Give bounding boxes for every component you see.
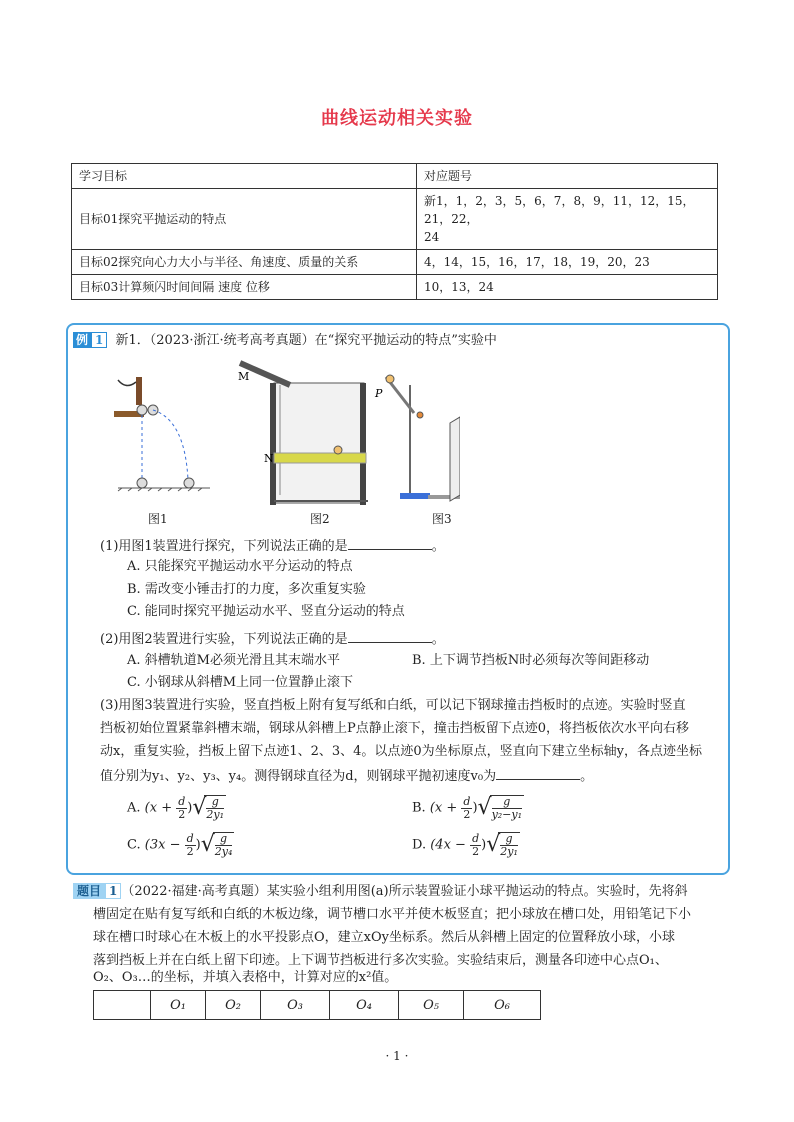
question-3-line: (3)用图3装置进行实验，竖直挡板上附有复写纸和白纸，可以记下钢球撞击挡板时的点迹。实验时竖直	[100, 698, 686, 713]
q3-option-b: B. (x + $\frac{d}{2}$ )√ $\frac{g}{\text{y₂−y₁}}$	[412, 794, 523, 821]
q3-option-c: C. (3x − $\frac{d}{2}$ )√ $\frac{g}{\text{2y₄}}$	[127, 831, 233, 858]
nums-line: 24	[424, 230, 440, 244]
question-2: (2)用图2装置进行实验，下列说法正确的是 。	[100, 628, 445, 650]
table-row	[72, 250, 718, 275]
problem-line: 落到挡板上并在白纸上留下印迹。上下调节挡板进行多次实验。实验结束后，测量各印迹中心点O₁、	[93, 953, 668, 968]
table-cell	[417, 189, 718, 250]
problem-line: O₂、O₃…的坐标，并填入表格中，计算对应的x²值。	[93, 970, 398, 985]
table-row	[72, 275, 718, 300]
figures	[100, 355, 460, 505]
question-3-line: 值分别为y₁、y₂、y₃、y₄。测得钢球直径为d，则钢球平抛初速度v₀为 。	[100, 765, 593, 787]
label-m: M	[238, 370, 250, 383]
table-cell: 4，14，15，16，17，18，19，20，23	[417, 250, 718, 275]
example-intro: 新1．（2023·浙江·统考高考真题）在“探究平抛运动的特点”实验中	[115, 333, 497, 348]
table-row	[94, 991, 541, 1020]
table-cell: O₅	[399, 991, 464, 1020]
answer-blank[interactable]	[496, 765, 580, 780]
page-number: · 1 ·	[385, 1049, 409, 1063]
label-n: N	[264, 452, 274, 465]
nums-line: 新1，1，2，3，5，6，7，8，9，11，12，15，21，22，	[424, 194, 695, 226]
problem-tag: 题目 1	[73, 883, 121, 899]
q2-option-c: C. 小钢球从斜槽M上同一位置静止滚下	[127, 675, 354, 690]
figure-caption: 图1	[148, 512, 168, 526]
q1-option-b: B. 需改变小锤击打的力度，多次重复实验	[127, 582, 366, 597]
q3-option-a: A. (x + $\frac{d}{2}$ )√ $\frac{g}{\text{2y₁}}$	[127, 794, 225, 821]
table-cell: O₆	[464, 991, 541, 1020]
label-p: P	[375, 387, 383, 400]
question-1: (1)用图1装置进行探究，下列说法正确的是 。	[100, 535, 445, 557]
example-tag: 例 1	[73, 332, 107, 348]
table-cell: 对应题号	[417, 164, 718, 189]
q1-option-c: C. 能同时探究平抛运动水平、竖直分运动的特点	[127, 604, 405, 619]
table-cell	[94, 991, 151, 1020]
problem-line: 槽固定在贴有复写纸和白纸的木板边缘，调节槽口水平并使木板竖直；把小球放在槽口处，用铅笔记下小	[93, 907, 692, 922]
table-cell: 目标03计算频闪时间间隔 速度 位移	[72, 275, 417, 300]
q2-option-b: B. 上下调节挡板N时必须每次等间距移动	[412, 653, 650, 668]
table-cell: 目标02探究向心力大小与半径、角速度、质量的关系	[72, 250, 417, 275]
table-row	[72, 164, 718, 189]
q1-option-a: A. 只能探究平抛运动水平分运动的特点	[127, 559, 353, 574]
page-title: 曲线运动相关实验	[321, 108, 473, 129]
table-cell: O₃	[261, 991, 330, 1020]
question-3-line: 动x，重复实验，挡板上留下点迹1、2、3、4。以点迹0为坐标原点，竖直向下建立坐标轴y，各点迹坐标	[100, 744, 703, 759]
q3-option-d: D. (4x − $\frac{d}{2}$ )√ $\frac{g}{\text{2y₁}}$	[412, 831, 518, 858]
table-row	[72, 189, 718, 250]
figure-3	[374, 375, 460, 501]
answer-blank[interactable]	[348, 628, 432, 643]
table-cell: 学习目标	[72, 164, 417, 189]
problem-line: 题目 1 （2022·福建·高考真题）某实验小组利用图(a)所示装置验证小球平抛运动的特点。实验时，先将斜	[73, 882, 688, 902]
q2-option-a: A. 斜槽轨道M必须光滑且其末端水平	[127, 653, 340, 668]
table-cell: O₂	[206, 991, 261, 1020]
problem-line: 球在槽口时球心在木板上的水平投影点O，建立xOy坐标系。然后从斜槽上固定的位置释放小球，小球	[93, 930, 675, 945]
figure-2	[238, 363, 368, 505]
figure-caption: 图3	[432, 512, 452, 526]
table-cell: O₄	[330, 991, 399, 1020]
figure-1	[114, 377, 210, 491]
table-cell: 10，13，24	[417, 275, 718, 300]
example-header	[73, 331, 497, 351]
goals-table	[71, 163, 718, 300]
table-cell: O₁	[151, 991, 206, 1020]
coordinate-table	[93, 990, 541, 1020]
answer-blank[interactable]	[348, 535, 432, 550]
figure-caption: 图2	[310, 512, 330, 526]
table-cell: 目标01探究平抛运动的特点	[72, 189, 417, 250]
question-3-line: 挡板初始位置紧靠斜槽末端，钢球从斜槽上P点静止滚下，撞击挡板留下点迹0，将挡板依次水平向右移	[100, 721, 690, 736]
